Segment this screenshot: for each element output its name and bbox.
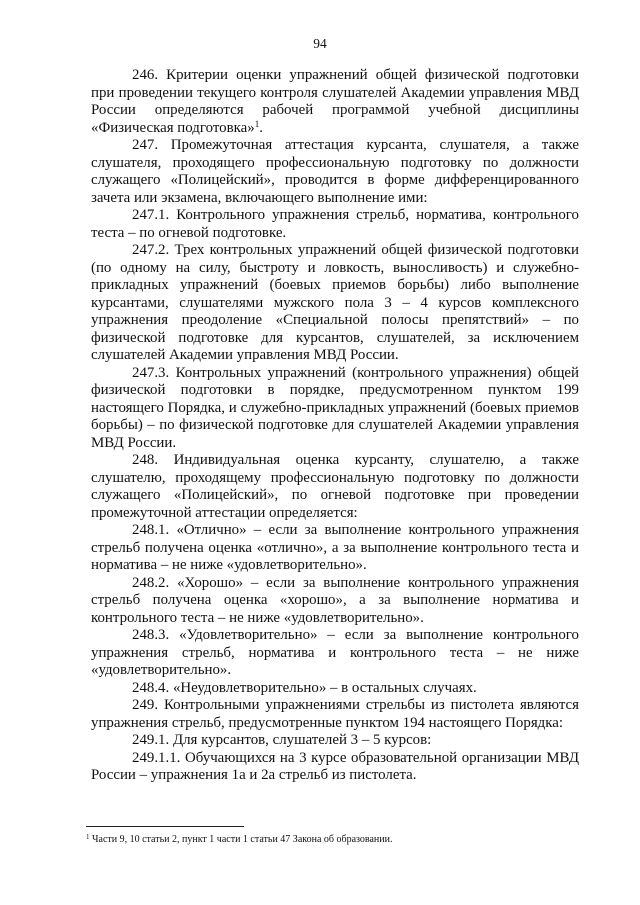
document-body — [91, 67, 579, 785]
footnote-text: Части 9, 10 статьи 2, пункт 1 части 1 статьи 47 Закона об образовании. — [89, 834, 393, 845]
paragraph-247-1: 247.1. Контрольного упражнения стрельб, норматива, контрольного теста – по огневой подготовке. — [91, 207, 579, 241]
paragraph-248-3: 248.3. «Удовлетворительно» – если за выполнение контрольного упражнения стрельб, норматива и контрольного теста – не ниже «удовлетворительно». — [91, 627, 579, 678]
footnote-reference: 1 — [254, 118, 260, 129]
paragraph-248: 248. Индивидуальная оценка курсанту, слушателю, а также слушателю, проходящему профессиональную подготовку по должности служащего «Полицейский», по огневой подготовке при проведении промежуточной аттестации определяется: — [91, 452, 579, 521]
page-number: 94 — [313, 36, 327, 51]
footnote-divider — [86, 826, 244, 827]
paragraph-249-1: 249.1. Для курсантов, слушателей 3 – 5 курсов: — [132, 732, 432, 748]
paragraph-248-4: 248.4. «Неудовлетворительно» – в остальных случаях. — [132, 679, 477, 696]
paragraph-249-1-1: 249.1.1. Обучающихся на 3 курсе образовательной организации МВД России – упражнения 1а и 2а стрельб из пистолета. — [91, 749, 579, 783]
paragraph-247-3: 247.3. Контрольных упражнений (контрольного упражнения) общей физической подготовки в порядке, предусмотренном пунктом 199 настоящего Порядка, и служебно-прикладных упражнений (боевых приемов борьбы) – по физической подготовке для слушателей Академии управления МВД России. — [91, 364, 579, 451]
paragraph-247: 247. Промежуточная аттестация курсанта, слушателя, а также слушателя, проходящего профессиональную подготовку по должности служащего «Полицейский», проводится в форме дифференцированного зачета или экзамена, включающего выполнение ими: — [91, 137, 579, 206]
paragraph-249: 249. Контрольными упражнениями стрельбы из пистолета являются упражнения стрельб, предусмотренные пунктом 194 настоящего Порядка: — [91, 697, 579, 731]
paragraph-247-2: 247.2. Трех контрольных упражнений общей физической подготовки (по одному на силу, быстроту и ловкость, выносливость) и служебно-прикладных упражнений (боевых приемов борьбы) либо выполнение курсантами, слушателями мужского пола 3 – 4 курсов комплексного упражнения преодоление «Специальной полосы препятствий» – по физической подготовке для курсантов, слушателей, за исключением слушателей Академии управления МВД России. — [91, 242, 579, 363]
paragraph-248-1: 248.1. «Отлично» – если за выполнение контрольного упражнения стрельб получена оценка «отлично», а за выполнение контрольного теста и норматива – не ниже «удовлетворительно». — [91, 522, 579, 573]
paragraph-246: 246. Критерии оценки упражнений общей физической подготовки при проведении текущего контроля слушателей Академии управления МВД России определяются рабочей программой учебной дисциплины «Физическая подготовка»$^1$. — [91, 67, 579, 136]
paragraph-248-2: 248.2. «Хорошо» – если за выполнение контрольного упражнения стрельб получена оценка «хорошо», а за выполнение норматива и контрольного теста – не ниже «удовлетворительно». — [91, 574, 579, 626]
footnote-mark: 1 — [86, 833, 90, 841]
footnote — [86, 834, 576, 846]
